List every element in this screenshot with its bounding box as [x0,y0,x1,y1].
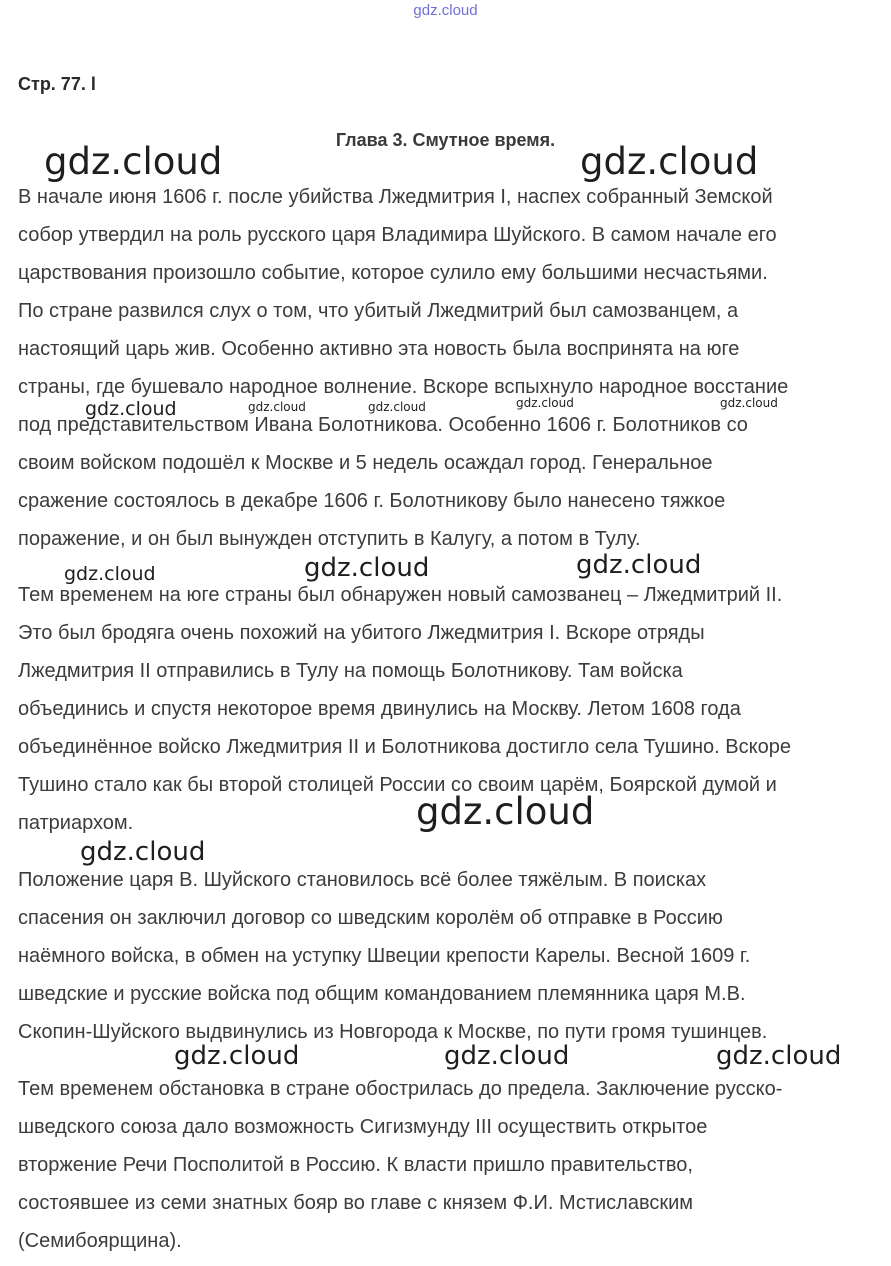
paragraph-3: Положение царя В. Шуйского становилось всё более тяжёлым. В поисках спасения он заключил договор со шведским королём об отправке в Россию наёмного войска, в обмен на уступку Швеции крепости Карелы. Весной 1609 г. шведские и русские войска под общим командованием племянника царя М.В. Скопин-Шуйского выдвинулись из Новгорода к Москве, по пути громя тушинцев. [18,869,768,1043]
watermark: gdz.cloud [516,396,574,410]
paragraph-2: Тем временем на юге страны был обнаружен новый самозванец – Лжедмитрий II. Это был бродяга очень похожий на убитого Лжедмитрия I. Вскоре отряды Лжедмитрия II отправились в Тулу на помощь Болотникову. Там войска объединись и спустя некоторое время двинулись на Москву. Летом 1608 года объединённое войско Лжедмитрия II и Болотникова достигло села Тушино. Вскоре Тушино стало как бы второй столицей России со своим царём, Боярской думой и патриархом. [18,584,791,834]
watermark: gdz.cloud [80,837,206,867]
watermark: gdz.cloud [64,563,156,585]
watermark: gdz.cloud [580,140,759,183]
watermark: gdz.cloud [716,1041,842,1071]
watermark: gdz.cloud [444,1041,570,1071]
watermark: gdz.cloud [248,400,306,414]
site-link[interactable]: gdz.cloud [413,2,478,19]
watermark: gdz.cloud [44,140,223,183]
watermark: gdz.cloud [576,550,702,580]
watermark: gdz.cloud [416,790,595,833]
watermark: gdz.cloud [720,396,778,410]
page-reference: Стр. 77. l [18,74,96,94]
watermark: gdz.cloud [174,1041,300,1071]
watermark: gdz.cloud [368,400,426,414]
watermark: gdz.cloud [304,553,430,583]
paragraph-4: Тем временем обстановка в стране обострилась до предела. Заключение русско- шведского союза дало возможность Сигизмунду III осуществить открытое вторжение Речи Посполитой в Россию. К власти пришло правительство, состоявшее из семи знатных бояр во главе с князем Ф.И. Мстиславским (Семибоярщина). [18,1078,783,1252]
watermark: gdz.cloud [85,398,177,420]
paragraph-1: В начале июня 1606 г. после убийства Лжедмитрия I, наспех собранный Земской собор утвердил на роль русского царя Владимира Шуйского. В самом начале его царствования произошло событие, которое сулило ему большими несчастьями. По стране развился слух о том, что убитый Лжедмитрий был самозванцем, а настоящий царь жив. Особенно активно эта новость была воспринята на юге страны, где бушевало народное волнение. Вскоре вспыхнуло народное восстание под представительством Ивана Болотникова. Особенно 1606 г. Болотников со своим войском подошёл к Москве и 5 недель осаждал город. Генеральное сражение состоялось в декабре 1606 г. Болотникову было нанесено тяжкое поражение, и он был вынужден отступить в Калугу, а потом в Тулу. [18,186,789,550]
chapter-title: Глава 3. Смутное время. [335,130,556,150]
